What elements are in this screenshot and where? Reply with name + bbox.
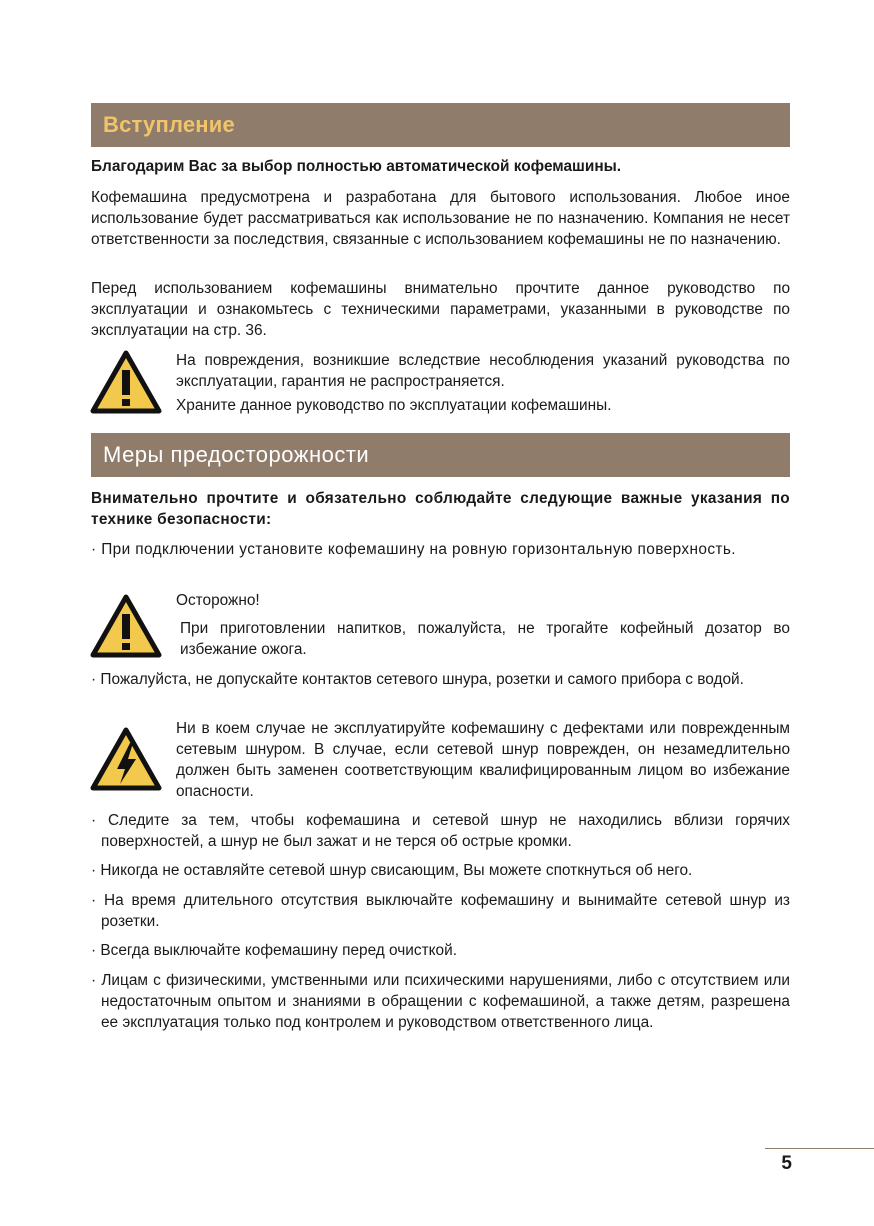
caution-text: При приготовлении напитков, пожалуйста, не трогайте кофейный дозатор во избежание ожога. bbox=[180, 620, 790, 658]
footer-rule bbox=[765, 1148, 874, 1149]
safety-bullet-6: · Всегда выключайте кофемашину перед очисткой. bbox=[91, 942, 457, 959]
electric-warning-text: Ни в коем случае не эксплуатируйте кофемашину с дефектами или поврежденным сетевым шнуром. В случае, если сетевой шнур поврежден, он незамедлительно должен быть заменен соответствующим квалифицированным лицом во избежание опасности. bbox=[176, 720, 790, 800]
keep-manual-text: Храните данное руководство по эксплуатации кофемашины. bbox=[176, 397, 612, 414]
electric-hazard-icon bbox=[90, 727, 162, 791]
intro-paragraph-2: Перед использованием кофемашины внимательно прочтите данное руководство по эксплуатации и ознакомьтесь с техническими параметрами, указанными в руководстве по эксплуатации на стр. 36. bbox=[91, 280, 790, 339]
section-title-intro: Вступление bbox=[103, 112, 235, 137]
safety-bullet-2: · Пожалуйста, не допускайте контактов сетевого шнура, розетки и самого прибора с водой. bbox=[91, 671, 744, 688]
page-number: 5 bbox=[781, 1153, 792, 1174]
safety-bullet-1: · При подключении установите кофемашину на ровную горизонтальную поверхность. bbox=[91, 541, 736, 558]
warning-exclamation-icon bbox=[90, 594, 162, 658]
safety-bullet-5: · На время длительного отсутствия выключайте кофемашину и вынимайте сетевой шнур из розетки. bbox=[91, 892, 790, 930]
section-header-safety bbox=[91, 433, 790, 477]
caution-title: Осторожно! bbox=[176, 592, 260, 609]
safety-intro-text: Внимательно прочтите и обязательно соблюдайте следующие важные указания по технике безопасности: bbox=[91, 490, 790, 528]
thanks-text: Благодарим Вас за выбор полностью автоматической кофемашины. bbox=[91, 158, 622, 175]
safety-bullet-4: · Никогда не оставляйте сетевой шнур свисающим, Вы можете споткнуться об него. bbox=[91, 862, 693, 879]
section-title-safety: Меры предосторожности bbox=[103, 442, 370, 467]
warranty-warning-text: На повреждения, возникшие вследствие несоблюдения указаний руководства по эксплуатации, гарантия не распространяется. bbox=[176, 352, 790, 390]
intro-paragraph-1: Кофемашина предусмотрена и разработана для бытового использования. Любое иное использование будет рассматриваться как использование не по назначению. Компания не несет ответственности за последствия, связанные с использованием кофемашины не по назначению. bbox=[91, 189, 790, 248]
warning-exclamation-icon bbox=[90, 350, 162, 414]
safety-bullet-3: · Следите за тем, чтобы кофемашина и сетевой шнур не находились вблизи горячих поверхностей, а шнур не был зажат и не терся об острые кромки. bbox=[91, 812, 790, 850]
safety-bullet-7: · Лицам с физическими, умственными или психическими нарушениями, либо с отсутствием или недостаточным опытом и знаниями в обращении с кофемашиной, а также детям, разрешена ее эксплуатация только под контролем и руководством ответственного лица. bbox=[91, 972, 790, 1031]
section-header-intro bbox=[91, 103, 790, 147]
